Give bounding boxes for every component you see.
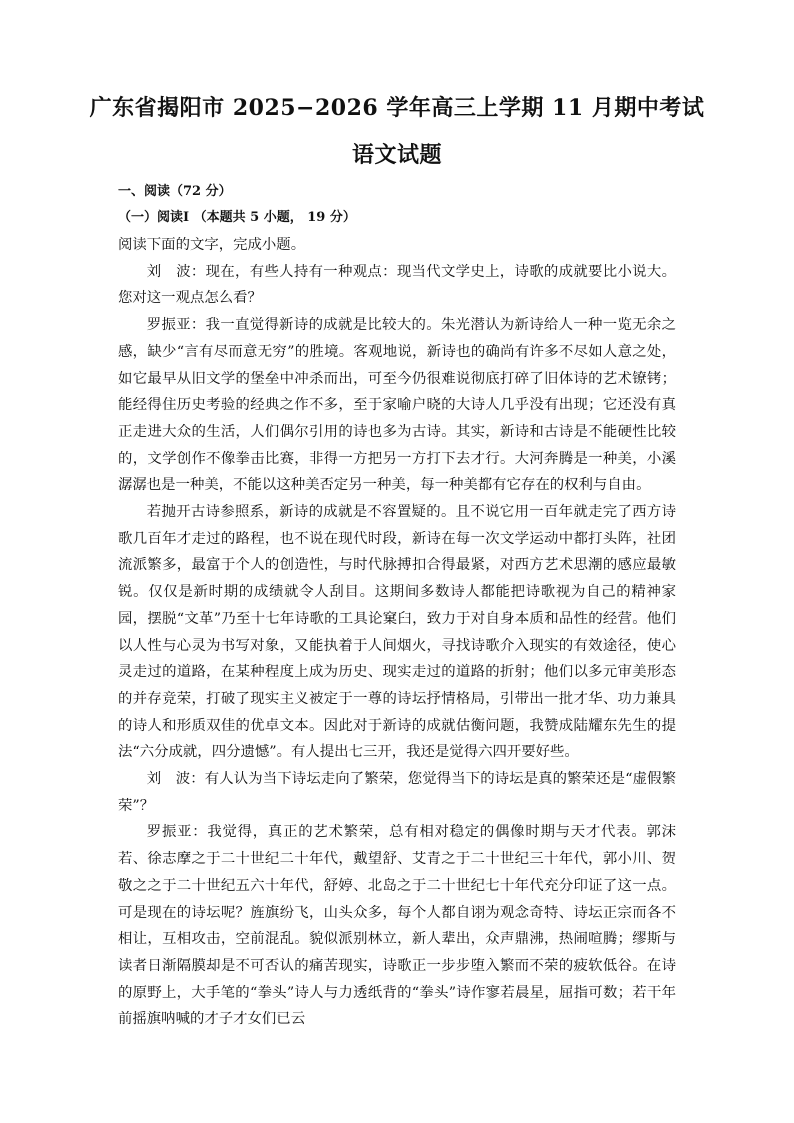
paragraph: 罗振亚：我觉得，真正的艺术繁荣，总有相对稳定的偶像时期与天才代表。郭沫若、徐志摩之于二十世纪二十年代，戴望舒、艾青之于二十世纪三十年代，郭小川、贺敬之之于二十世纪五六十年代，舒婷、北岛之于二十世纪七十年代充分印证了这一点。可是现在的诗坛呢？旌旗纷飞，山头众多，每个人都自诩为观念奇特、诗坛正宗而各不相让，互相攻击，空前混乱。貌似派别林立，新人辈出，众声鼎沸，热闹喧腾；缪斯与读者日渐隔膜却是不可否认的痛苦现实，诗歌正一步步堕入繁而不荣的疲软低谷。在诗的原野上，大手笔的“拳头”诗人与力透纸背的“拳头”诗作寥若晨星，屈指可数；若干年前摇旗呐喊的才子才女们已云 <box>118 824 676 1028</box>
reading-passage <box>118 232 676 1033</box>
section-heading: 一、阅读（72 分） <box>118 184 232 199</box>
subsection-heading: （一）阅读Ⅰ （本题共 5 小题， 19 分） <box>118 210 356 225</box>
paragraph: 罗振亚：我一直觉得新诗的成就是比较大的。朱光潜认为新诗给人一种一览无余之感，缺少“言有尽而意无穷”的胜境。客观地说，新诗也的确尚有许多不尽如人意之处，如它最早从旧文学的堡垒中冲杀而出，可至今仍很难说彻底打碎了旧体诗的艺术镣铐；能经得住历史考验的经典之作不多，至于家喻户晓的大诗人几乎没有出现；它还没有真正走进大众的生活，人们偶尔引用的诗也多为古诗。其实，新诗和古诗是不能硬性比较的，文学创作不像拳击比赛，非得一方把另一方打下去才行。大河奔腾是一种美，小溪潺潺也是一种美，不能以这种美否定另一种美，每一种美都有它存在的权利与自由。 <box>118 317 676 494</box>
document-title: 广东省揭阳市 2025−2026 学年高三上学期 11 月期中考试 <box>89 95 705 121</box>
paragraph: 刘 波：现在，有些人持有一种观点：现当代文学史上，诗歌的成就要比小说大。您对这一观点怎么看？ <box>118 263 676 307</box>
instruction-text: 阅读下面的文字，完成小题。 <box>118 237 306 253</box>
document-subtitle: 语文试题 <box>351 142 442 168</box>
paragraph: 若抛开古诗参照系，新诗的成就是不容置疑的。且不说它用一百年就走完了西方诗歌几百年才走过的路程，也不说在现代时段，新诗在每一次文学运动中都打头阵，社团流派繁多，最富于个人的创造性，与时代脉搏扣合得最紧，对西方艺术思潮的感应最敏锐。仅仅是新时期的成绩就令人刮目。这期间多数诗人都能把诗歌视为自己的精神家园，摆脱“文革”乃至十七年诗歌的工具论窠臼，致力于对自身本质和品性的经营。他们以人性与心灵为书写对象，又能执着于人间烟火，寻找诗歌介入现实的有效途径，使心灵走过的道路，在某种程度上成为历史、现实走过的道路的折射；他们以多元审美形态的并存竞荣，打破了现实主义被定于一尊的诗坛抒情格局，引带出一批才华、功力兼具的诗人和形质双佳的优卓文本。因此对于新诗的成就估衡问题，我赞成陆耀东先生的提法“六分成就，四分遗憾”。有人提出七三开，我还是觉得六四开要好些。 <box>118 504 676 761</box>
paragraph: 刘 波：有人认为当下诗坛走向了繁荣，您觉得当下的诗坛是真的繁荣还是“虚假繁荣”？ <box>118 771 676 814</box>
